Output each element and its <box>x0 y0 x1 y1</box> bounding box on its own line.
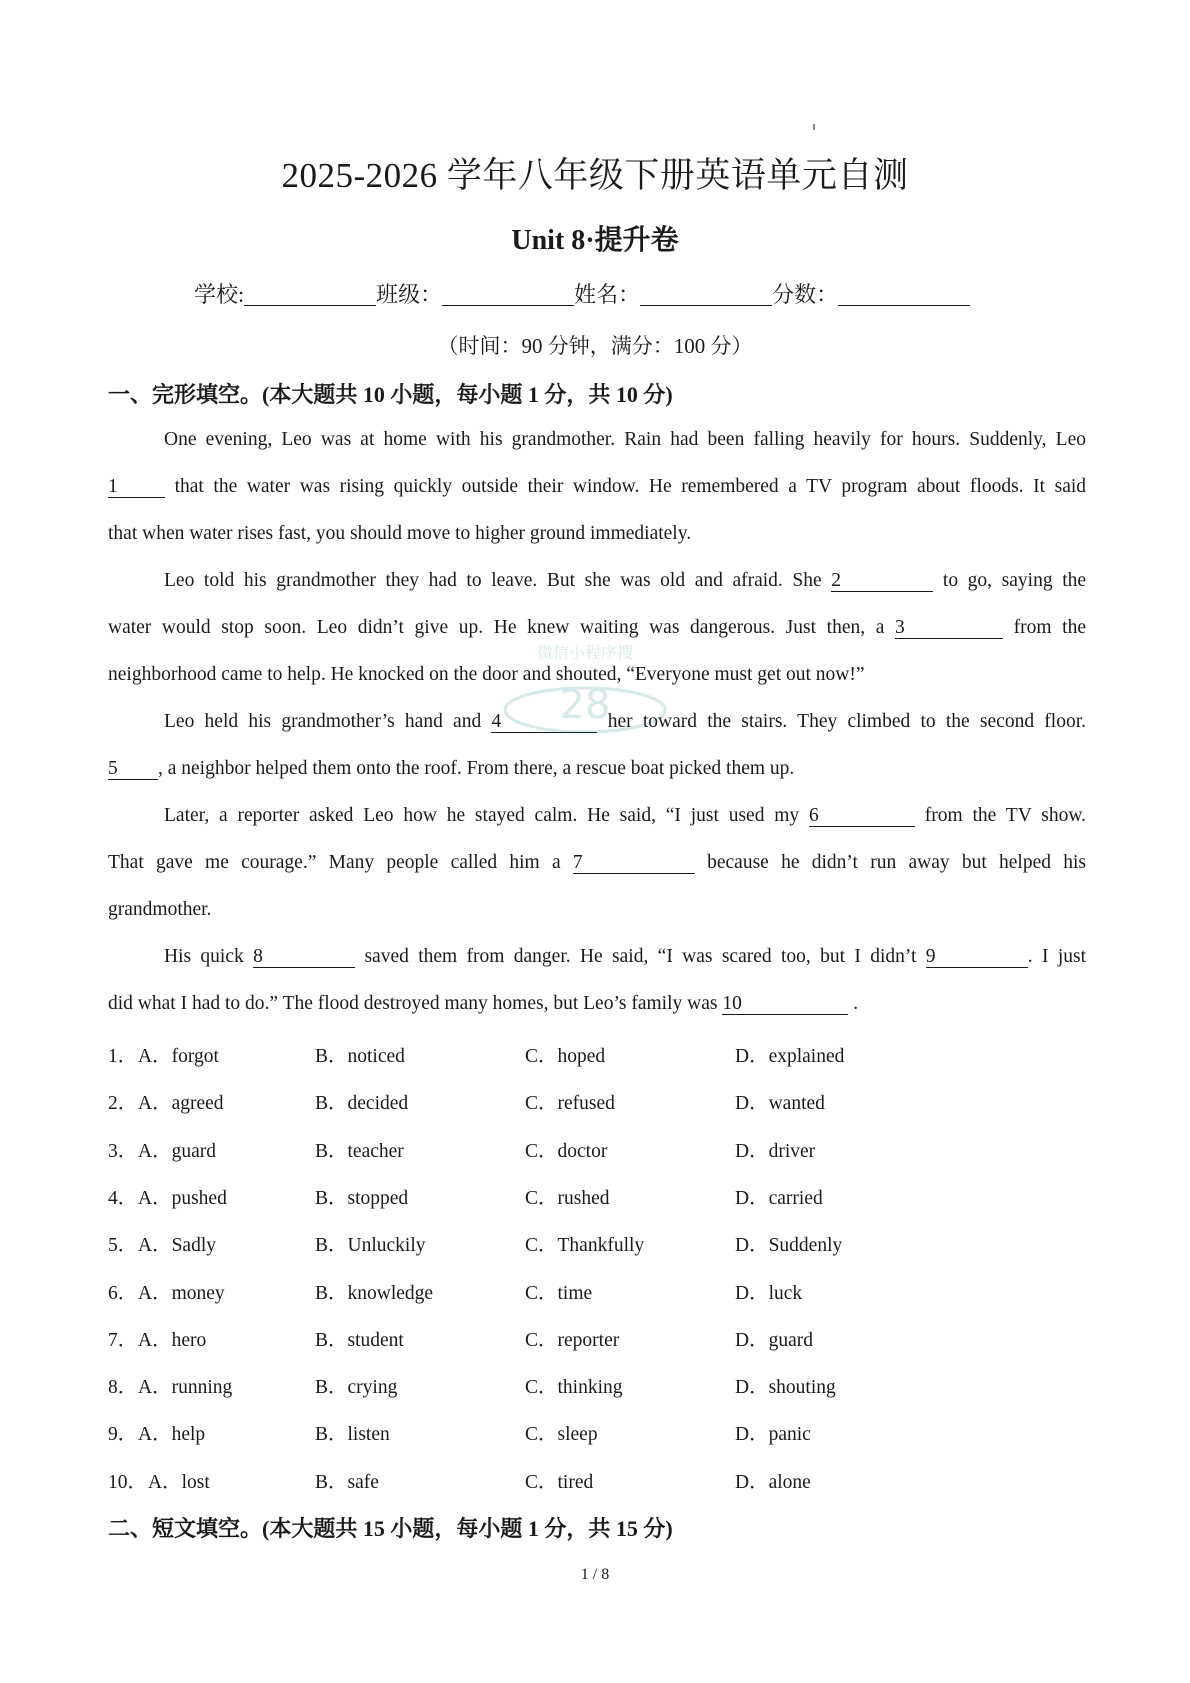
score-label: 分数： <box>772 282 839 307</box>
option-a[interactable]: A．running <box>138 1377 233 1399</box>
passage-text: her toward the stairs. They climbed to the second floor. <box>607 711 1087 732</box>
question-row <box>108 1087 1008 1113</box>
student-info-row <box>194 278 970 309</box>
option-c[interactable]: C．hoped <box>525 1046 606 1067</box>
exam-subtitle: Unit 8·提升卷 <box>511 225 679 256</box>
blank-2: 2 <box>831 571 933 592</box>
question-row <box>108 1135 1008 1161</box>
option-d[interactable]: D．luck <box>735 1282 803 1304</box>
question-number: 2． <box>108 1093 138 1115</box>
blank-9: 9 <box>926 947 1028 968</box>
blank-8: 8 <box>253 947 355 968</box>
option-b[interactable]: B．student <box>315 1329 404 1351</box>
option-d[interactable]: D．carried <box>735 1187 823 1209</box>
passage-text: , a neighbor helped them onto the roof. From there, a rescue boat picked them up. <box>158 758 795 779</box>
passage-text: did what I had to do.” The flood destroyed many homes, but Leo’s family was <box>108 993 718 1014</box>
name-blank[interactable] <box>640 283 772 306</box>
watermark-logo <box>485 640 685 750</box>
question-number: 5． <box>108 1235 138 1257</box>
school-label: 学校: <box>194 282 245 307</box>
option-b[interactable]: B．crying <box>315 1377 398 1399</box>
blank-5: 5 <box>108 759 158 780</box>
passage-line: that when water rises fast, you should move to higher ground immediately. <box>108 523 692 544</box>
option-d[interactable]: D．panic <box>735 1424 811 1446</box>
passage-text: because he didn’t run away but helped his <box>707 852 1086 873</box>
page-number: 1 / 8 <box>580 1566 610 1583</box>
option-b[interactable]: B．teacher <box>315 1140 404 1162</box>
option-d[interactable]: D．shouting <box>735 1377 836 1399</box>
question-number: 4． <box>108 1187 138 1209</box>
question-row <box>108 1182 1008 1208</box>
question-number: 1． <box>108 1046 138 1067</box>
class-blank[interactable] <box>442 283 574 306</box>
passage-line <box>108 852 1086 874</box>
question-number: 6． <box>108 1282 138 1304</box>
option-a[interactable]: A．help <box>138 1424 206 1446</box>
blank-6: 6 <box>809 806 915 827</box>
question-number: 7． <box>108 1329 138 1351</box>
passage-text: water would stop soon. Leo didn’t give up. He knew waiting was dangerous. Just then, a <box>108 617 885 638</box>
question-number: 9． <box>108 1424 138 1446</box>
time-note: （时间：90 分钟，满分：100 分） <box>437 334 753 358</box>
passage-text: His quick <box>164 946 244 967</box>
passage-text: Leo held his grandmother’s hand and <box>164 711 482 732</box>
passage-text: that the water was rising quickly outside their window. He remembered a TV program about floods. It said <box>174 476 1087 497</box>
blank-1: 1 <box>108 477 165 498</box>
option-c[interactable]: C．tired <box>525 1471 594 1493</box>
option-d[interactable]: D．explained <box>735 1046 845 1067</box>
option-b[interactable]: B．decided <box>315 1093 409 1115</box>
passage-line <box>164 946 1086 968</box>
option-c[interactable]: C．Thankfully <box>525 1235 645 1257</box>
option-c[interactable]: C．sleep <box>525 1424 598 1446</box>
option-c[interactable]: C．doctor <box>525 1140 608 1162</box>
option-d[interactable]: D．Suddenly <box>735 1235 843 1257</box>
option-b[interactable]: B．knowledge <box>315 1282 434 1304</box>
passage-line <box>108 758 1086 780</box>
score-blank[interactable] <box>838 283 970 306</box>
option-c[interactable]: C．refused <box>525 1093 615 1115</box>
option-c[interactable]: C．reporter <box>525 1329 620 1351</box>
passage-line: neighborhood came to help. He knocked on the door and shouted, “Everyone must get out now!” <box>108 664 865 685</box>
passage-line <box>164 805 1086 827</box>
option-c[interactable]: C．time <box>525 1282 593 1304</box>
question-row <box>108 1371 1008 1397</box>
option-c[interactable]: C．thinking <box>525 1377 623 1399</box>
question-row <box>108 1324 1008 1350</box>
option-b[interactable]: B．safe <box>315 1471 379 1493</box>
question-row <box>108 1466 1008 1492</box>
passage-line <box>164 570 1086 592</box>
blank-4: 4 <box>491 712 597 733</box>
option-a[interactable]: A．pushed <box>138 1187 227 1209</box>
option-a[interactable]: A．Sadly <box>138 1235 217 1257</box>
question-row <box>108 1229 1008 1255</box>
passage-text: Later, a reporter asked Leo how he stayed calm. He said, “I just used my <box>164 805 800 826</box>
passage-line <box>108 617 1086 639</box>
blank-10: 10 <box>722 994 848 1015</box>
question-row <box>108 1040 1008 1066</box>
passage-text: to go, saying the <box>942 570 1087 591</box>
option-b[interactable]: B．listen <box>315 1424 390 1446</box>
option-b[interactable]: B．noticed <box>315 1046 405 1067</box>
question-number: 3． <box>108 1140 138 1162</box>
option-a[interactable]: A．guard <box>138 1140 216 1162</box>
option-b[interactable]: B．Unluckily <box>315 1235 426 1257</box>
passage-text: from the TV show. <box>924 805 1087 826</box>
option-d[interactable]: D．guard <box>735 1329 813 1351</box>
option-d[interactable]: D．alone <box>735 1471 811 1493</box>
option-a[interactable]: A．agreed <box>138 1093 224 1115</box>
passage-line <box>108 993 1086 1015</box>
option-a[interactable]: A．forgot <box>138 1046 219 1067</box>
option-a[interactable]: A．hero <box>138 1329 207 1351</box>
name-label: 姓名： <box>574 282 641 307</box>
option-c[interactable]: C．rushed <box>525 1187 610 1209</box>
question-row <box>108 1418 1008 1444</box>
option-d[interactable]: D．driver <box>735 1140 816 1162</box>
section1-heading: 一、完形填空。(本大题共 10 小题，每小题 1 分，共 10 分) <box>108 382 673 407</box>
option-a[interactable]: A．lost <box>148 1471 210 1493</box>
passage-line: One evening, Leo was at home with his grandmother. Rain had been falling heavily for hours. Suddenly, Leo <box>164 429 1086 450</box>
passage-line: grandmother. <box>108 899 212 920</box>
exam-title: 2025-2026 学年八年级下册英语单元自测 <box>281 156 909 195</box>
passage-text: saved them from danger. He said, “I was scared too, but I didn’t <box>364 946 917 967</box>
stray-mark <box>813 124 815 130</box>
passage-text: . <box>853 993 859 1014</box>
question-number: 8． <box>108 1377 138 1399</box>
passage-line <box>108 476 1086 498</box>
section2-heading: 二、短文填空。(本大题共 15 小题，每小题 1 分，共 15 分) <box>108 1516 673 1541</box>
passage-text: from the <box>1013 617 1086 638</box>
option-b[interactable]: B．stopped <box>315 1187 409 1209</box>
question-number: 10． <box>108 1471 148 1493</box>
passage-text: That gave me courage.” Many people called him a <box>108 852 561 873</box>
class-label: 班级： <box>376 282 443 307</box>
svg-text:微信小程序搜: 微信小程序搜 <box>536 643 634 662</box>
option-a[interactable]: A．money <box>138 1282 225 1304</box>
question-row <box>108 1277 1008 1303</box>
svg-text:28: 28 <box>559 682 611 728</box>
school-blank[interactable] <box>244 283 376 306</box>
passage-text: . I just <box>1027 946 1087 967</box>
option-d[interactable]: D．wanted <box>735 1093 825 1115</box>
blank-7: 7 <box>573 853 695 874</box>
blank-3: 3 <box>895 618 1003 639</box>
passage-text: Leo told his grandmother they had to leave. But she was old and afraid. She <box>164 570 822 591</box>
